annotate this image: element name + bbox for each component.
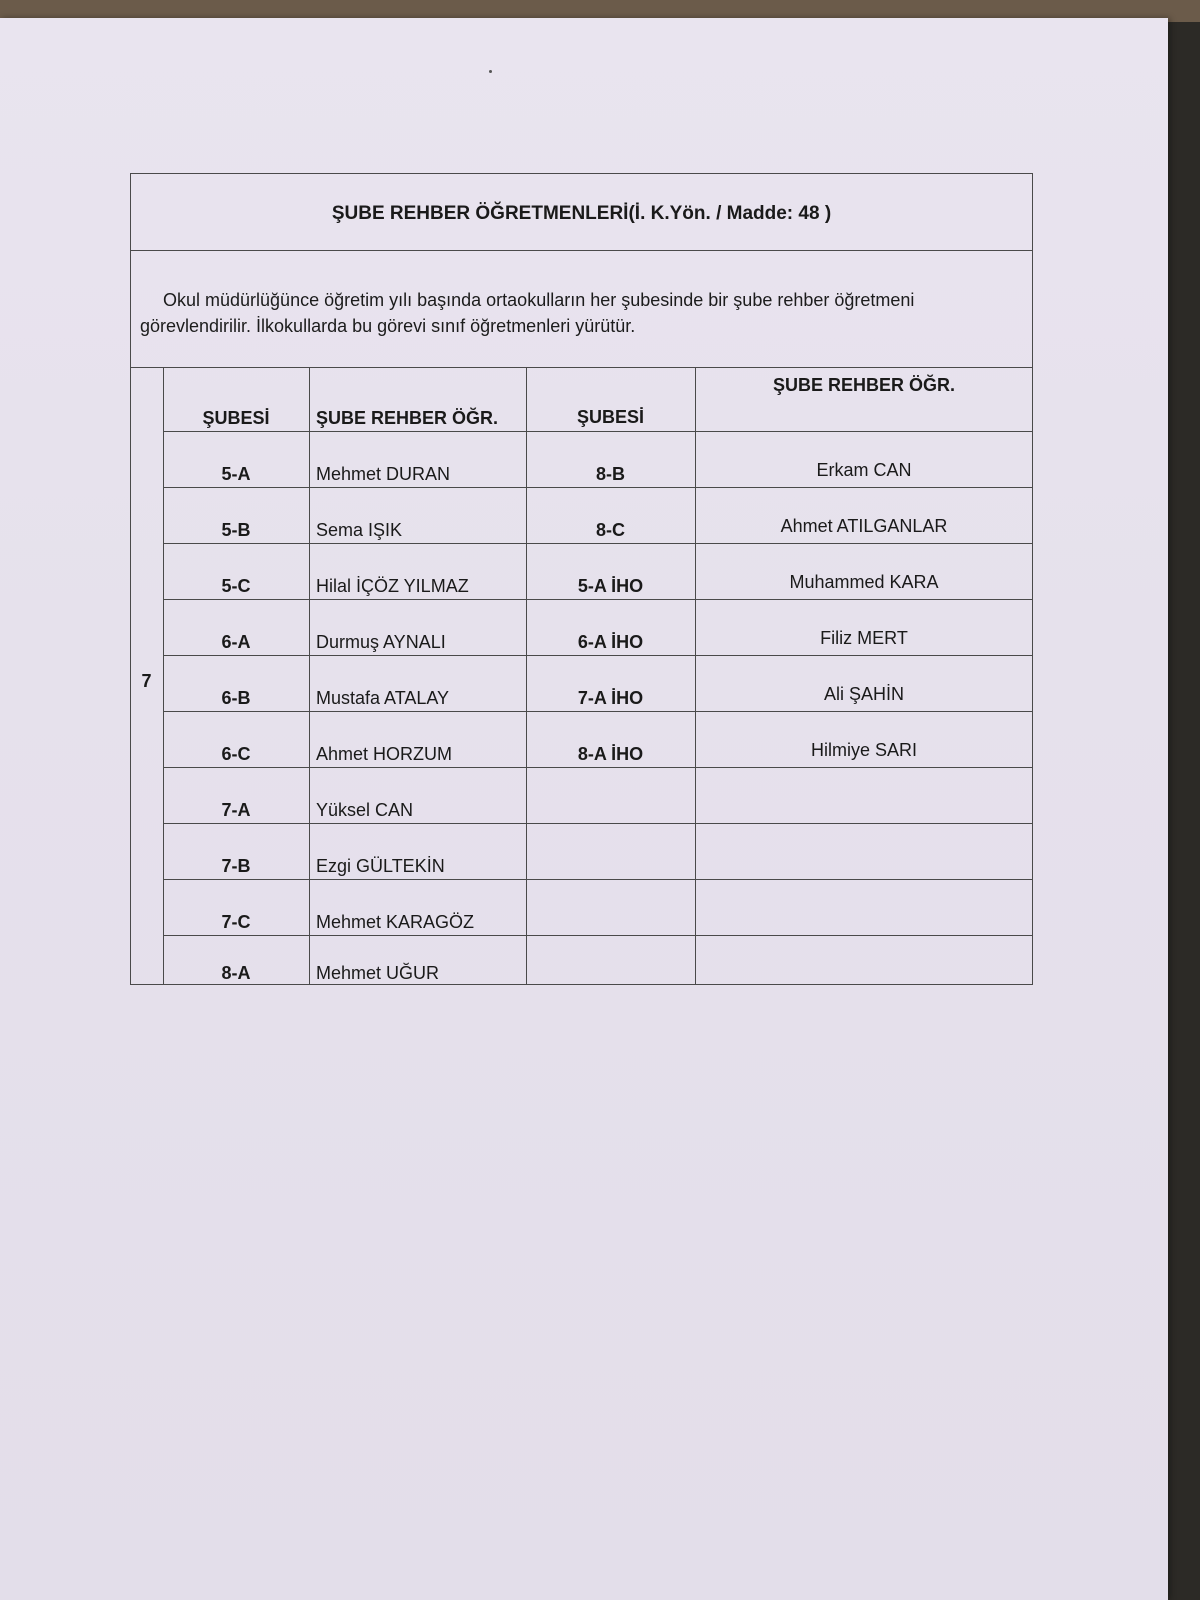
row-divider	[163, 767, 1033, 768]
table-title: ŞUBE REHBER ÖĞRETMENLERİ(İ. K.Yön. / Madde: 48 )	[331, 203, 832, 224]
right-sube-cell: 8-B	[595, 464, 625, 484]
header-sube-left: ŞUBESİ	[202, 408, 270, 428]
description-line-2: görevlendirilir. İlkokullarda bu görevi sınıf öğretmenleri yürütür.	[140, 316, 636, 336]
left-teacher-cell: Ezgi GÜLTEKİN	[316, 856, 445, 876]
left-sube-cell: 6-B	[221, 688, 251, 708]
right-teacher-cell: Muhammed KARA	[789, 572, 939, 592]
left-sube-cell: 6-A	[221, 632, 251, 652]
left-teacher-cell: Mehmet KARAGÖZ	[316, 912, 475, 932]
row-divider	[163, 543, 1033, 544]
column-divider	[526, 367, 527, 985]
left-sube-cell: 7-B	[221, 856, 251, 876]
paper-dot	[489, 70, 492, 73]
right-sube-cell: 7-A İHO	[577, 688, 644, 708]
description-line-1: Okul müdürlüğünce öğretim yılı başında ortaokulların her şubesinde bir şube rehber öğretmeni	[163, 290, 915, 310]
label-column-divider	[163, 367, 164, 985]
left-teacher-cell: Mehmet UĞUR	[316, 963, 440, 983]
row-group-label: 7	[141, 671, 152, 691]
row-divider	[163, 823, 1033, 824]
description-divider	[130, 367, 1033, 368]
header-teacher-right: ŞUBE REHBER ÖĞR.	[772, 375, 956, 395]
right-teacher-cell: Erkam CAN	[816, 460, 912, 480]
header-teacher-left: ŞUBE REHBER ÖĞR.	[316, 408, 499, 428]
left-sube-cell: 6-C	[221, 744, 251, 764]
row-divider	[163, 711, 1033, 712]
left-sube-cell: 5-A	[221, 464, 251, 484]
column-divider	[309, 367, 310, 985]
right-teacher-cell: Ahmet ATILGANLAR	[780, 516, 948, 536]
row-divider	[163, 935, 1033, 936]
right-sube-cell: 8-C	[595, 520, 625, 540]
right-teacher-cell: Ali ŞAHİN	[823, 684, 904, 704]
left-teacher-cell: Yüksel CAN	[316, 800, 414, 820]
row-divider	[163, 599, 1033, 600]
left-teacher-cell: Durmuş AYNALI	[316, 632, 446, 652]
left-sube-cell: 7-A	[221, 800, 251, 820]
left-sube-cell: 5-C	[221, 576, 251, 596]
right-sube-cell: 8-A İHO	[577, 744, 644, 764]
right-teacher-cell: Hilmiye SARI	[810, 740, 917, 760]
left-teacher-cell: Hilal İÇÖZ YILMAZ	[316, 576, 469, 596]
left-sube-cell: 5-B	[221, 520, 251, 540]
left-teacher-cell: Mustafa ATALAY	[316, 688, 450, 708]
right-teacher-cell: Filiz MERT	[820, 628, 908, 648]
row-divider	[163, 487, 1033, 488]
row-divider	[163, 879, 1033, 880]
row-divider	[163, 655, 1033, 656]
header-divider	[163, 431, 1033, 432]
right-sube-cell: 6-A İHO	[577, 632, 644, 652]
title-divider	[130, 250, 1033, 251]
left-sube-cell: 8-A	[221, 963, 251, 983]
header-sube-right: ŞUBESİ	[576, 407, 645, 427]
left-teacher-cell: Sema IŞIK	[316, 520, 403, 540]
right-sube-cell: 5-A İHO	[577, 576, 644, 596]
left-sube-cell: 7-C	[221, 912, 251, 932]
left-teacher-cell: Mehmet DURAN	[316, 464, 451, 484]
left-teacher-cell: Ahmet HORZUM	[316, 744, 453, 764]
